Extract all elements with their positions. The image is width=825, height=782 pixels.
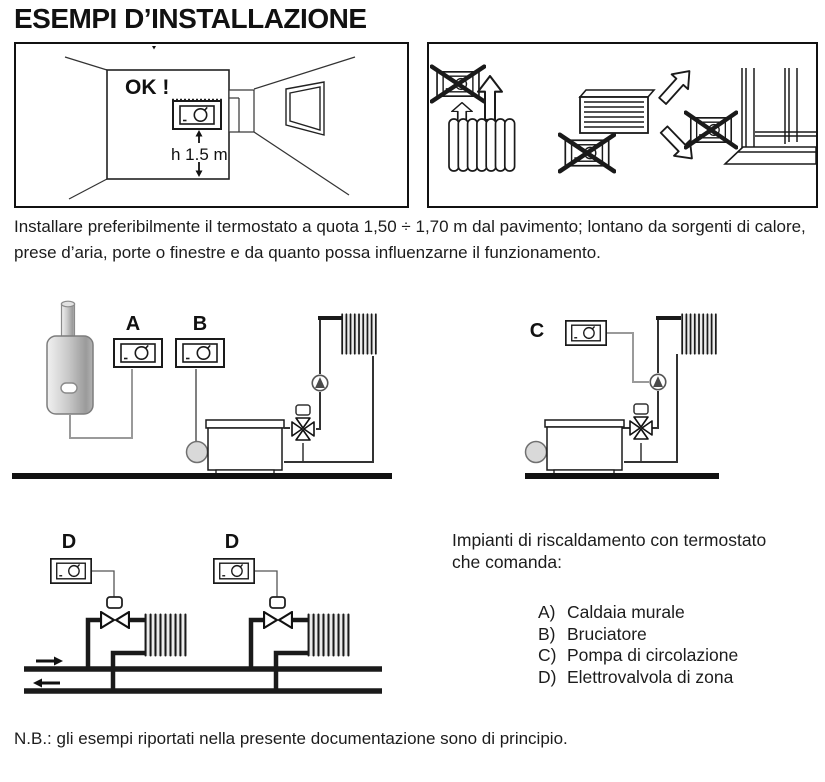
radiator-coil-icon [145,614,186,656]
legend-item-label: Elettrovalvola di zona [567,667,734,688]
legend-item [538,667,738,689]
crossed-thermostat-icon [432,67,485,102]
radiator-front-icon [449,119,515,171]
zone-valve-diagrams [0,505,430,715]
room-window [286,82,324,135]
wire-d [92,571,114,597]
footnote: N.B.: gli esempi riportati nella presente documentazione sono di principio. [14,729,568,748]
valve-actuator-icon [634,404,648,414]
valve-actuator-icon [296,405,310,415]
thermostat-icon [176,339,224,367]
page-title: ESEMPI D’INSTALLAZIONE [14,3,367,34]
radiator-coil-icon [342,314,377,354]
diagram-label-b: B [192,313,208,335]
window-icon [725,68,816,164]
legend-item [538,624,738,646]
diagram-label-d: D [224,531,240,553]
legend-heading-line1: Impianti di riscaldamento con termostato [452,530,767,550]
mixing-valve-icon [292,418,314,440]
pipes-zone2 [251,620,308,691]
floor-boiler-icon [526,420,625,477]
wrong-placements-drawing [429,44,816,206]
airflow-arrow-up-icon [654,64,697,109]
figure-wrong-placements [427,42,818,208]
radiator-coil-icon [308,614,349,656]
air-vent-icon [580,90,654,133]
system-diagrams-ab-c [0,280,825,505]
legend-item-key: D) [538,667,557,688]
legend-heading-line2: che comanda: [452,552,562,572]
top-marker [152,46,156,50]
legend-item [538,645,738,667]
pipes-zone1 [88,620,145,691]
legend-heading [452,529,792,573]
valve-actuator-icon [107,597,122,608]
thermostat-icon [214,559,254,583]
doorway [229,90,254,132]
room-perspective-drawing [16,44,407,206]
flow-arrow-left-icon [33,679,60,688]
crossed-thermostat-icon [560,135,614,172]
diagram-label-c: C [529,320,545,342]
legend-item-key: B) [538,623,556,644]
wire-d [255,571,277,597]
thermostat-icon [51,559,91,583]
thermostat-icon [114,339,162,367]
legend-item-key: C) [538,645,557,666]
crossed-thermostat-icon [686,113,737,148]
flow-arrow-right-icon [36,657,63,666]
radiator-coil-icon [682,314,717,354]
legend-item-label: Bruciatore [567,623,647,644]
legend-item-label: Caldaia murale [567,602,685,622]
thermostat-icon [566,321,606,345]
ok-label: OK ! [125,76,170,99]
thermostat-icon [173,101,221,129]
intro-paragraph: Installare preferibilmente il termostato a quota 1,50 ÷ 1,70 m dal pavimento; lontano da sorgenti di calore, prese d’aria, porte o finestre e da quanto possa influenzarne il funzionamento. [14,217,806,262]
figure-correct-placement [14,42,409,208]
valve-actuator-icon [270,597,285,608]
diagram-label-d: D [61,531,77,553]
height-label: h 1.5 m [171,145,228,164]
zone-valve-icon [264,612,292,628]
zone-valve-icon [101,612,129,628]
mixing-valve-icon [630,417,652,439]
wire-c [607,333,649,382]
floor-boiler-icon [187,420,285,477]
pump-icon [650,374,665,389]
legend-item [538,602,738,624]
wall-boiler-icon [47,301,93,414]
pump-icon [312,375,327,390]
pipes-c [622,318,681,462]
legend-item-key: A) [538,602,556,622]
diagram-label-a: A [125,313,141,335]
legend-item-label: Pompa di circolazione [567,645,739,666]
legend-list [538,602,738,689]
